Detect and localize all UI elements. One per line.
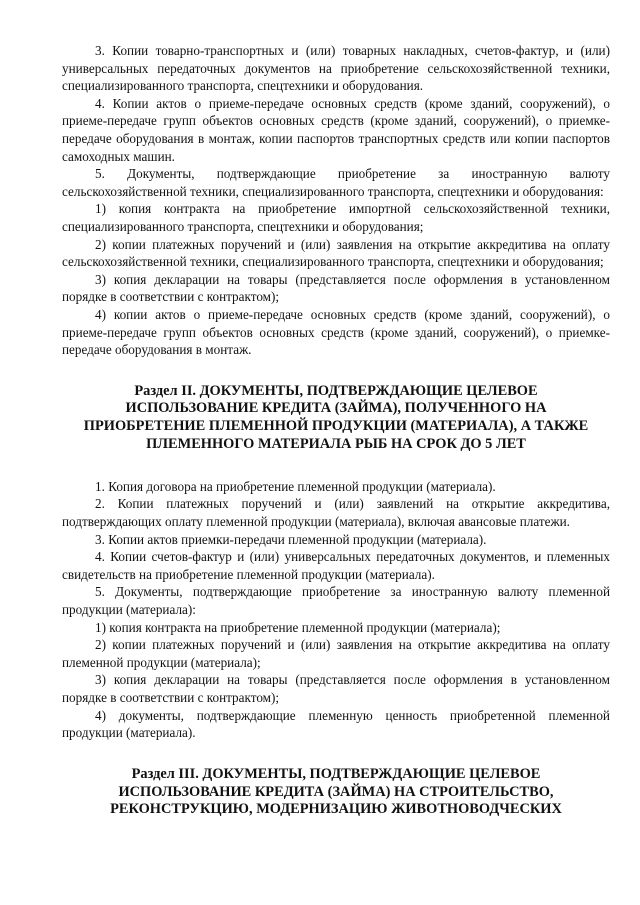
paragraph: 2) копии платежных поручений и (или) заявления на открытие аккредитива на оплату племенной продукции (материала);: [62, 637, 610, 670]
paragraph: 3) копия декларации на товары (представляется после оформления в установленном порядке в соответствии с контрактом);: [62, 271, 610, 305]
paragraph: 3. Копии товарно-транспортных и (или) товарных накладных, счетов-фактур, и (или) универсальных передаточных документов на приобретение сельскохозяйственной техники, специализированного транспорта, спецтехники и оборудования.: [62, 43, 610, 94]
paragraph: 2. Копии платежных поручений и (или) заявлений на открытие аккредитива, подтверждающих оплату племенной продукции (материала), включая авансовые платежи.: [62, 496, 610, 530]
section-heading: Раздел II. ДОКУМЕНТЫ, ПОДТВЕРЖДАЮЩИЕ ЦЕЛЕВОЕ ИСПОЛЬЗОВАНИЕ КРЕДИТА (ЗАЙМА), ПОЛУЧЕННОГО НА ПРИОБРЕТЕНИЕ ПЛЕМЕННОЙ ПРОДУКЦИИ (МАТЕРИАЛА), А ТАКЖЕ ПЛЕМЕННОГО МАТЕРИАЛА РЫБ НА СРОК ДО 5 ЛЕТ: [83, 382, 589, 453]
paragraph: 4. Копии актов о приеме-передаче основных средств (кроме зданий, сооружений), о приеме-передаче групп объектов основных средств (кроме зданий, сооружений), о приемке-передаче оборудования в монтаж, копии паспортов транспортных средств или копии паспортов самоходных машин.: [62, 95, 610, 164]
paragraph: 4. Копии счетов-фактур и (или) универсальных передаточных документов, и племенных свидетельств на приобретение племенной продукции (материала).: [62, 549, 610, 582]
paragraph: 4) копии актов о приеме-передаче основных средств (кроме зданий, сооружений), о приеме-передаче групп объектов основных средств (кроме зданий, сооружений), о приемке-передаче оборудования в монтаж.: [62, 306, 610, 358]
paragraph: 4) документы, подтверждающие племенную ценность приобретенной племенной продукции (материала).: [62, 707, 610, 741]
paragraph: 1) копия контракта на приобретение импортной сельскохозяйственной техники, специализированного транспорта, спецтехники и оборудования;: [62, 201, 610, 234]
paragraph: 1. Копия договора на приобретение племенной продукции (материала).: [95, 478, 496, 494]
paragraph: 5. Документы, подтверждающие приобретение за иностранную валюту племенной продукции (материала):: [62, 584, 610, 618]
paragraph: 5. Документы, подтверждающие приобретение за иностранную валюту сельскохозяйственной техники, специализированного транспорта, спецтехники и оборудования:: [62, 166, 610, 199]
paragraph: 3. Копии актов приемки-передачи племенной продукции (материала).: [95, 531, 487, 547]
paragraph: 2) копии платежных поручений и (или) заявления на открытие аккредитива на оплату сельскохозяйственной техники, специализированного транспорта, спецтехники и оборудования;: [62, 236, 610, 270]
paragraph: 3) копия декларации на товары (представляется после оформления в установленном порядке в соответствии с контрактом);: [62, 672, 610, 705]
paragraph: 1) копия контракта на приобретение племенной продукции (материала);: [95, 619, 501, 635]
section-heading: Раздел III. ДОКУМЕНТЫ, ПОДТВЕРЖДАЮЩИЕ ЦЕЛЕВОЕ ИСПОЛЬЗОВАНИЕ КРЕДИТА (ЗАЙМА) НА СТРОИТЕЛЬСТВО, РЕКОНСТРУКЦИЮ, МОДЕРНИЗАЦИЮ ЖИВОТНОВОДЧЕСКИХ: [110, 765, 562, 818]
document-page: [62, 42, 610, 819]
